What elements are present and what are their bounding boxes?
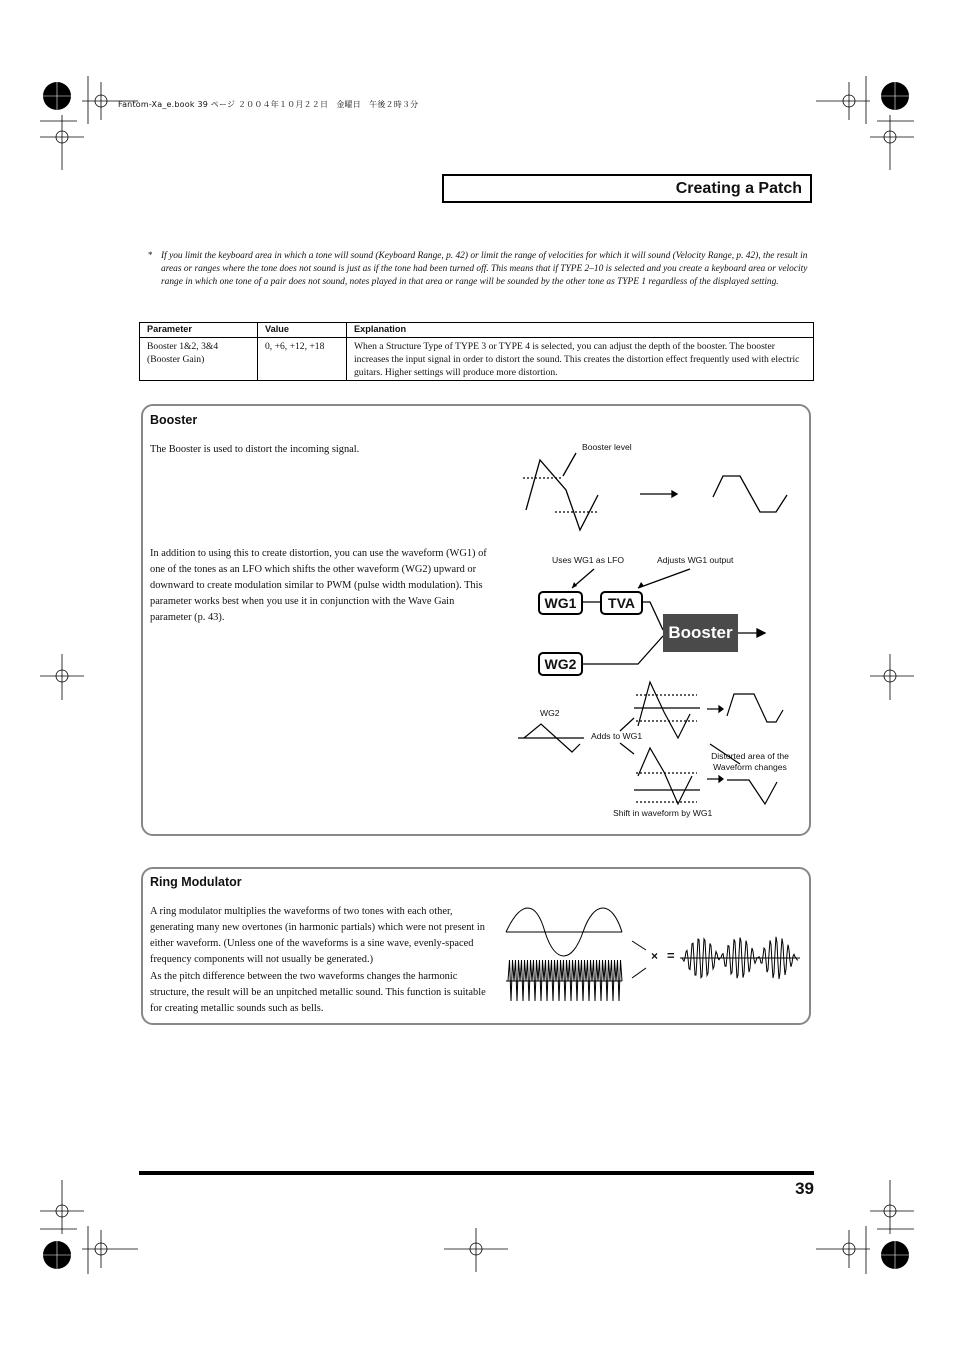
ring-modulator-text1: A ring modulator multiplies the waveforms of two tones with each other, generating many new overtones (in harmonic partials) which were not present in either waveform. (Unless one of the waveforms is a sine wave, evenly-spaced frequency components will not usually be generated.) xyxy=(150,906,485,965)
ring-modulator-title: Ring Modulator xyxy=(150,875,242,889)
distorted-area-line2: Waveform changes xyxy=(713,762,787,772)
table-header: Value xyxy=(258,323,347,338)
parameter-subname: (Booster Gain) xyxy=(147,354,205,365)
wg1-block: WG1 xyxy=(538,591,583,615)
print-header: Fantom-Xa_e.book 39 ページ ２００４年１０月２２日 金曜日 午後２時３分 xyxy=(118,100,419,109)
distorted-area-line1: Distorted area of the xyxy=(711,751,789,761)
value-cell: 0, +6, +12, +18 xyxy=(258,338,347,381)
section-title: Creating a Patch xyxy=(442,174,812,203)
table-header: Parameter xyxy=(140,323,258,338)
ring-modulator-text2: As the pitch difference between the two waveforms changes the harmonic structure, the result will be an unpitched metallic sound. This function is suitable for creating metallic sounds such as bells. xyxy=(150,971,486,1014)
booster-level-label: Booster level xyxy=(582,442,632,452)
explanation-cell: When a Structure Type of TYPE 3 or TYPE 4 is selected, you can adjust the depth of the booster. The booster increases the input signal in order to distort the sound. This creates the distortion effect frequently used with electric guitars. Higher settings will produce more distortion. xyxy=(347,338,814,381)
note-mark: * xyxy=(148,250,153,260)
page-rule xyxy=(139,1171,814,1175)
booster-title: Booster xyxy=(150,413,198,427)
booster-intro: The Booster is used to distort the incoming signal. xyxy=(150,444,360,455)
adds-to-wg1-label: Adds to WG1 xyxy=(591,731,643,741)
booster-detail: In addition to using this to create distortion, you can use the waveform (WG1) of one of the tones as an LFO which shifts the other waveform (WG2) upward or downward to create modulation similar to PWM (pulse width modulation). This parameter works best when you use it in conjunction with the Wave Gain parameter (p. 43). xyxy=(150,548,487,623)
wg2-block: WG2 xyxy=(538,652,583,676)
equals-symbol: = xyxy=(667,948,675,963)
uses-wg1-label: Uses WG1 as LFO xyxy=(552,555,625,565)
booster-block: Booster xyxy=(663,614,738,652)
adjusts-wg1-label: Adjusts WG1 output xyxy=(657,555,734,565)
shift-in-waveform-label: Shift in waveform by WG1 xyxy=(613,808,713,818)
tva-block: TVA xyxy=(600,591,643,615)
note-text: If you limit the keyboard area in which a tone will sound (Keyboard Range, p. 42) or limit the range of velocities for which it will sound (Velocity Range, p. 42), the result in areas or ranges where the tone does not sound is just as if the tone had been turned off. This means that if TYPE 2–10 is selected and you create a keyboard area or velocity range in which one tone of a pair does not sound, notes played in that area or range will be sounded by the other tone as TYPE 1 regardless of the displayed setting. xyxy=(161,251,808,287)
wg2-small-label: WG2 xyxy=(540,708,560,718)
parameter-name: Booster 1&2, 3&4 xyxy=(147,341,219,352)
times-symbol: × xyxy=(651,949,659,963)
page-number: 39 xyxy=(795,1179,814,1198)
table-header: Explanation xyxy=(347,323,814,338)
